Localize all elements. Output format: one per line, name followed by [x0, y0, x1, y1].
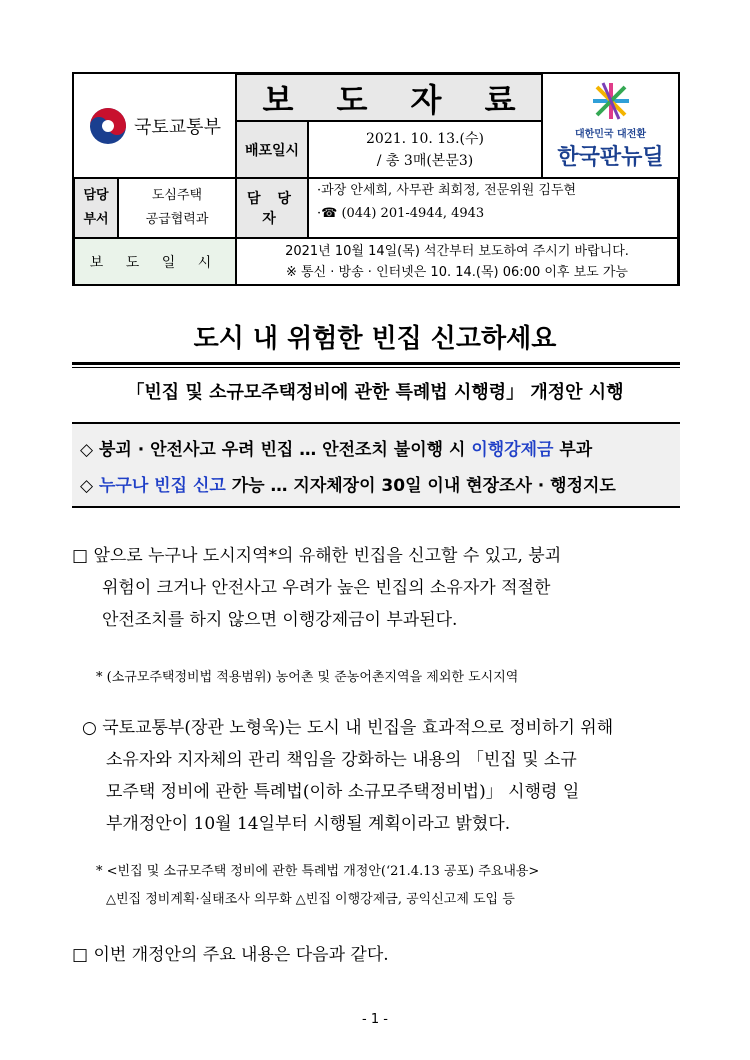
page-number: - 1 - [362, 1012, 388, 1027]
distribution-pages: / 총 3매(본문3) [376, 152, 474, 169]
release-line-1: 2021년 10월 14일(목) 석간부터 보도하여 주시기 바랍니다. [285, 243, 629, 259]
new-deal-name: 한국판뉴딜 [557, 144, 664, 170]
divider [72, 367, 680, 368]
contact-label: 담 당 자 [236, 178, 308, 238]
ministry-logo [74, 74, 236, 178]
new-deal-star-icon [589, 81, 633, 121]
distribution-value [308, 121, 542, 178]
subheadline: 「빈집 및 소규모주택정비에 관한 특례법 시행령」 개정안 시행 [126, 382, 624, 403]
footnote-2-line-1: * <빈집 및 소규모주택 정비에 관한 특례법 개정안(‘21.4.13 공포) 주요내용> [96, 864, 540, 879]
paragraph-2: ○ 국토교통부(장관 노형욱)는 도시 내 빈집을 효과적으로 정비하기 위해 소유자와 지자체의 관리 책임을 강화하는 내용의 「빈집 및 소규 모주택 정비에 관한 특례법(이하 소규모주택정비법)」 시행령 일 부개정안이 10월 14일부터 시행될 계획이라고 밝혔다. [82, 718, 614, 834]
paragraph-3: □ 이번 개정안의 주요 내용은 다음과 같다. [72, 945, 389, 965]
korean-new-deal-logo [542, 74, 678, 178]
summary-box [72, 422, 680, 508]
release-value [236, 238, 678, 284]
summary-line-2: ◇ 누구나 빈집 신고 가능 … 지자체장이 30일 이내 현장조사 · 행정지도 [80, 476, 616, 496]
press-release-title: 보 도 자 료 [236, 74, 542, 121]
new-deal-tagline: 대한민국 대전환 [574, 128, 647, 140]
summary-line-1: ◇ 붕괴 · 안전사고 우려 빈집 … 안전조치 불이행 시 이행강제금 부과 [80, 440, 593, 460]
footnote-1: * (소규모주택정비법 적용범위) 농어촌 및 준농어촌지역을 제외한 도시지역 [96, 670, 519, 685]
contact-value [308, 178, 678, 238]
headline: 도시 내 위험한 빈집 신고하세요 [193, 324, 557, 354]
paragraph-1: □ 앞으로 누구나 도시지역*의 유해한 빈집을 신고할 수 있고, 붕괴 위험이 크거나 안전사고 우려가 높은 빈집의 소유자가 적절한 안전조치를 하지 않으면 이행강제금이 부과된다. [72, 546, 562, 630]
dept-label: 담당 부서 [74, 178, 118, 238]
distribution-label: 배포일시 [236, 121, 308, 178]
distribution-date: 2021. 10. 13.(수) [366, 130, 484, 147]
contact-names: ·과장 안세희, 사무관 최회정, 전문위원 김두현 [317, 183, 577, 198]
dept-value: 도심주택 공급협력과 [118, 178, 236, 238]
press-header-table [72, 72, 680, 286]
release-label: 보 도 일 시 [74, 238, 236, 284]
release-line-2: ※ 통신 · 방송 · 인터넷은 10. 14.(목) 06:00 이후 보도 가능 [286, 264, 628, 280]
taegeuk-icon [88, 106, 128, 146]
divider [72, 362, 680, 365]
ministry-name: 국토교통부 [134, 116, 221, 138]
footnote-2-line-2: △빈집 정비계획·실태조사 의무화 △빈집 이행강제금, 공익신고제 도입 등 [106, 892, 515, 907]
contact-phone: ·☎ (044) 201-4944, 4943 [317, 206, 485, 221]
